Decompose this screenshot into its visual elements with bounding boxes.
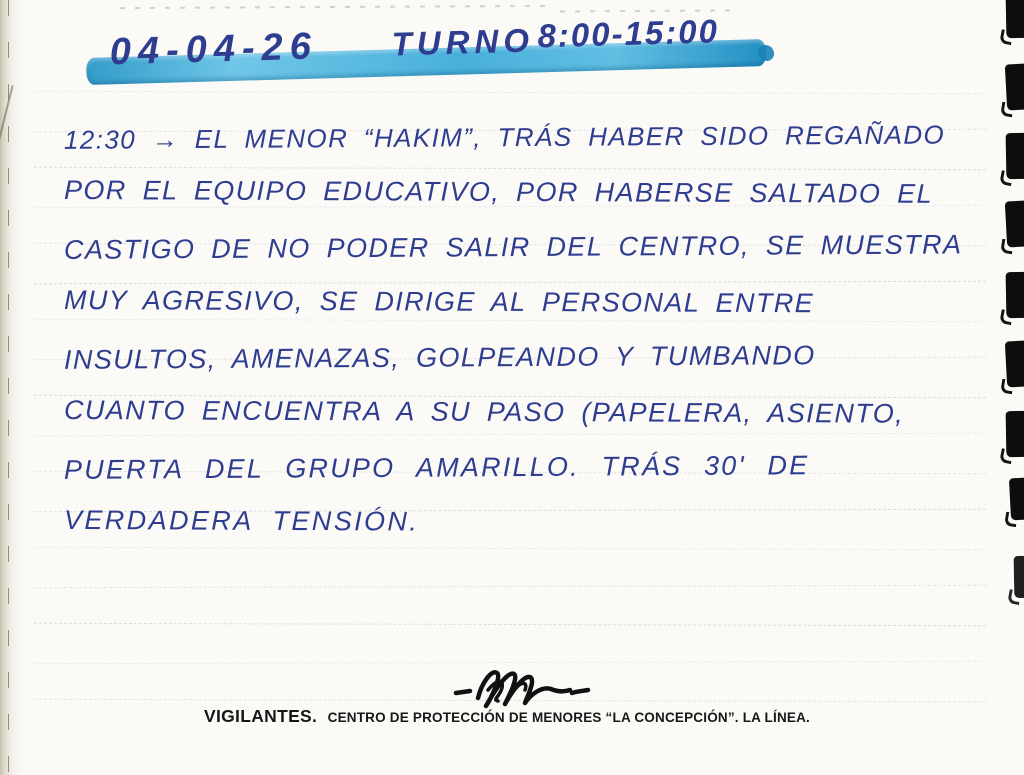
handwritten-line: VERDADERA TENSIÓN. xyxy=(63,504,420,537)
ruled-line xyxy=(34,623,986,626)
handwritten-line: CASTIGO DE NO PODER SALIR DEL CENTRO, SE MUESTRA xyxy=(63,229,963,265)
binding-tear-mark xyxy=(1006,411,1024,457)
handwritten-line: POR EL EQUIPO EDUCATIVO, POR HABERSE SALTADO EL xyxy=(63,174,934,209)
footer xyxy=(0,706,1014,727)
handwritten-entry xyxy=(64,110,994,550)
handwritten-line: CUANTO ENCUENTRA A SU PASO (PAPELERA, ASIENTO, xyxy=(63,394,905,429)
binding-tear-mark xyxy=(1006,0,1024,38)
ruled-line xyxy=(34,585,986,588)
handwritten-line: MUY AGRESIVO, SE DIRIGE AL PERSONAL ENTRE xyxy=(63,284,815,319)
ruled-line xyxy=(34,661,986,664)
handwritten-line: 12:30 → EL MENOR “HAKIM”, TRÁS HABER SIDO REGAÑADO xyxy=(63,119,946,155)
binding-tear-mark xyxy=(1005,340,1024,387)
binding-tear-mark xyxy=(1006,133,1024,179)
page-left-edge xyxy=(0,0,24,775)
footer-org-desc: CENTRO DE PROTECCIÓN DE MENORES “LA CONCEPCIÓN”. LA LÍNEA. xyxy=(327,710,810,725)
ruled-line xyxy=(34,91,986,94)
binding-tear-mark xyxy=(1005,63,1024,110)
binding-tear-mark xyxy=(1014,556,1024,598)
footer-org-name: VIGILANTES. xyxy=(204,706,318,726)
entry-header xyxy=(85,8,787,92)
shift-hours: 8:00-15:00 xyxy=(536,12,720,55)
binding-tear-mark xyxy=(1006,272,1024,318)
binding-tear-mark xyxy=(1009,478,1024,521)
handwritten-line: PUERTA DEL GRUPO AMARILLO. TRÁS 30' DE xyxy=(63,450,810,485)
binding-tear-mark xyxy=(1005,200,1024,247)
shift-label: TURNO xyxy=(391,21,535,63)
entry-date: 04-04-26 xyxy=(109,25,319,74)
handwritten-line: INSULTOS, AMENAZAS, GOLPEANDO Y TUMBANDO xyxy=(63,340,816,375)
scan-speckle xyxy=(120,5,550,9)
